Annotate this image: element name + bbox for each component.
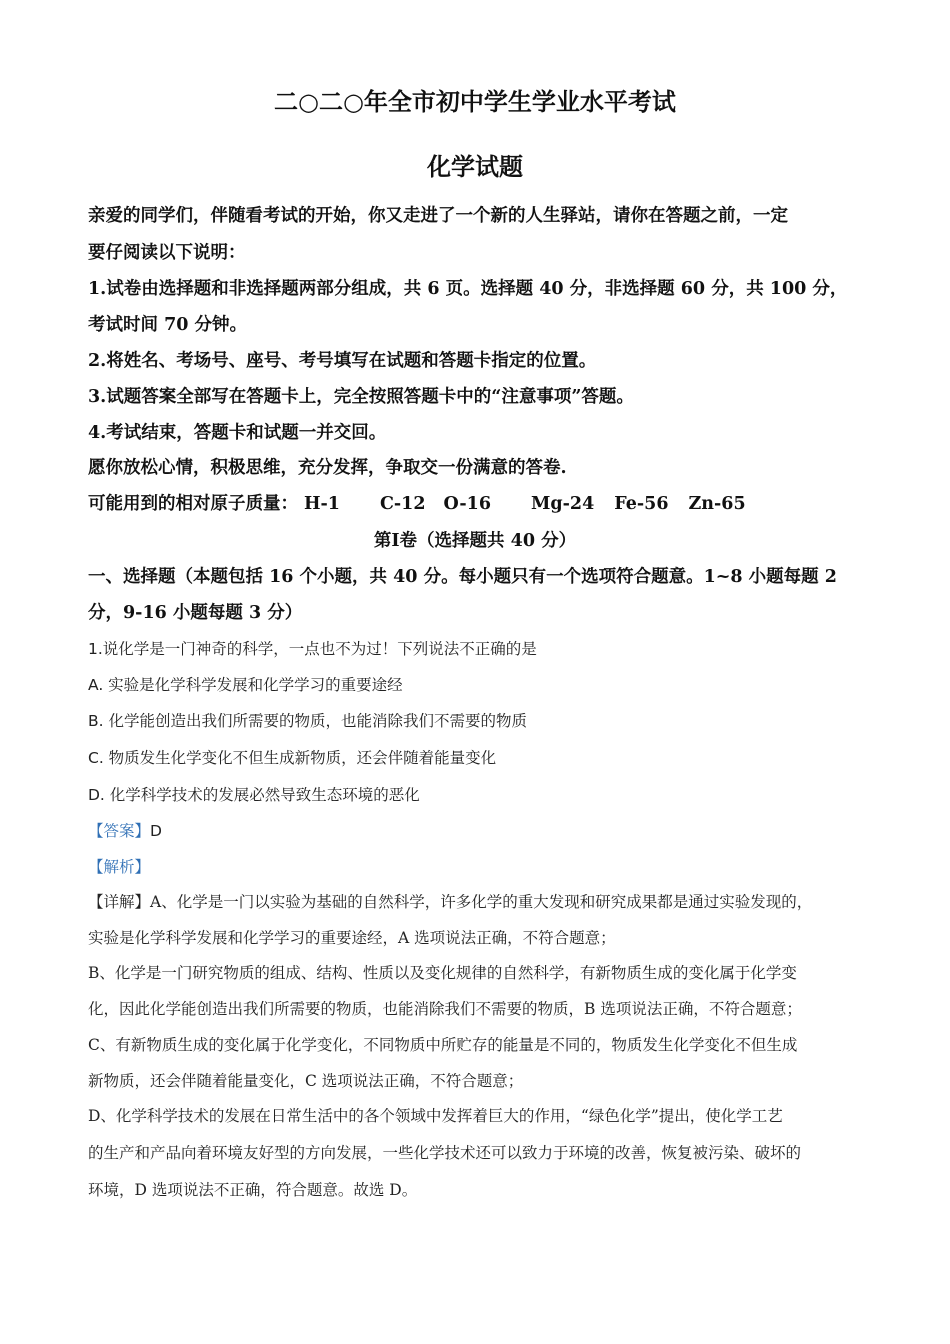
atomic-mass-label: 可能用到的相对原子质量： xyxy=(88,494,298,514)
detail-line: D、化学科学技术的发展在日常生活中的各个领域中发挥着巨大的作用，“绿色化学”提出，使化学工艺 xyxy=(88,1107,783,1125)
instruction-3: 3.试题答案全部写在答题卡上，完全按照答题卡中的“注意事项”答题。 xyxy=(88,387,634,407)
analysis-tag: 【解析】 xyxy=(88,858,151,876)
detail-line: 实验是化学科学发展和化学学习的重要途经，A 选项说法正确，不符合题意； xyxy=(88,929,616,947)
exam-title: 二○二○年全市初中学生学业水平考试 xyxy=(274,87,676,116)
wish-line: 愿你放松心情，积极思维，充分发挥，争取交一份满意的答卷. xyxy=(88,458,567,478)
instruction-4: 4.考试结束，答题卡和试题一并交回。 xyxy=(88,423,387,443)
option-a: A. 实验是化学科学发展和化学学习的重要途经 xyxy=(88,676,403,694)
part-title: 第Ⅰ卷（选择题共 40 分） xyxy=(373,531,577,551)
atomic-mass-line xyxy=(88,494,870,515)
instruction-1-line-1: 1.试卷由选择题和非选择题两部分组成，共 6 页。选择题 40 分，非选择题 60 分，共 100 分， xyxy=(88,279,848,299)
detail-line: 化，因此化学能创造出我们所需要的物质，也能消除我们不需要的物质，B 选项说法正确，不符合题意； xyxy=(88,1000,802,1018)
instruction-2: 2.将姓名、考场号、座号、考号填写在试题和答题卡指定的位置。 xyxy=(88,351,597,371)
detail-line: 的生产和产品向着环境友好型的方向发展，一些化学技术还可以致力于环境的改善，恢复被污染、破坏的 xyxy=(88,1144,802,1162)
section-heading-line-1: 一、选择题（本题包括 16 个小题，共 40 分。每小题只有一个选项符合题意。1~8 小题每题 2 xyxy=(88,567,837,587)
detail-line: 【详解】A、化学是一门以实验为基础的自然科学，许多化学的重大发现和研究成果都是通过实验发现的， xyxy=(88,893,813,911)
option-d: D. 化学科学技术的发展必然导致生态环境的恶化 xyxy=(88,786,420,804)
analysis-line xyxy=(88,858,870,877)
answer-value: D xyxy=(150,822,162,840)
answer-line xyxy=(88,822,870,841)
detail-line: 新物质，还会伴随着能量变化，C 选项说法正确，不符合题意； xyxy=(88,1072,524,1090)
detail-line: C、有新物质生成的变化属于化学变化，不同物质中所贮存的能量是不同的，物质发生化学变化不但生成 xyxy=(88,1036,798,1054)
option-c: C. 物质发生化学变化不但生成新物质，还会伴随着能量变化 xyxy=(88,749,497,767)
atomic-mass-item: C-12 xyxy=(379,494,426,514)
section-heading-line-2: 分，9-16 小题每题 3 分） xyxy=(88,603,303,623)
instruction-1-line-2: 考试时间 70 分钟。 xyxy=(88,315,248,335)
detail-line: B、化学是一门研究物质的组成、结构、性质以及变化规律的自然科学，有新物质生成的变化属于化学变 xyxy=(88,964,797,982)
atomic-mass-item: Mg-24 xyxy=(531,494,595,514)
question-1-stem: 1.说化学是一门神奇的科学，一点也不为过！下列说法不正确的是 xyxy=(88,640,537,658)
intro-line-1: 亲爱的同学们，伴随看考试的开始，你又走进了一个新的人生驿站，请你在答题之前，一定 xyxy=(88,206,788,226)
exam-subtitle: 化学试题 xyxy=(427,152,523,181)
atomic-mass-item: Zn-65 xyxy=(688,494,746,514)
atomic-mass-item: H-1 xyxy=(304,494,340,514)
atomic-mass-item: O-16 xyxy=(443,494,492,514)
detail-line: 环境，D 选项说法不正确，符合题意。故选 D。 xyxy=(88,1181,418,1199)
intro-line-2: 要仔阅读以下说明： xyxy=(88,243,246,263)
answer-tag: 【答案】 xyxy=(88,822,151,840)
atomic-mass-item: Fe-56 xyxy=(614,494,669,514)
option-b: B. 化学能创造出我们所需要的物质，也能消除我们不需要的物质 xyxy=(88,712,527,730)
